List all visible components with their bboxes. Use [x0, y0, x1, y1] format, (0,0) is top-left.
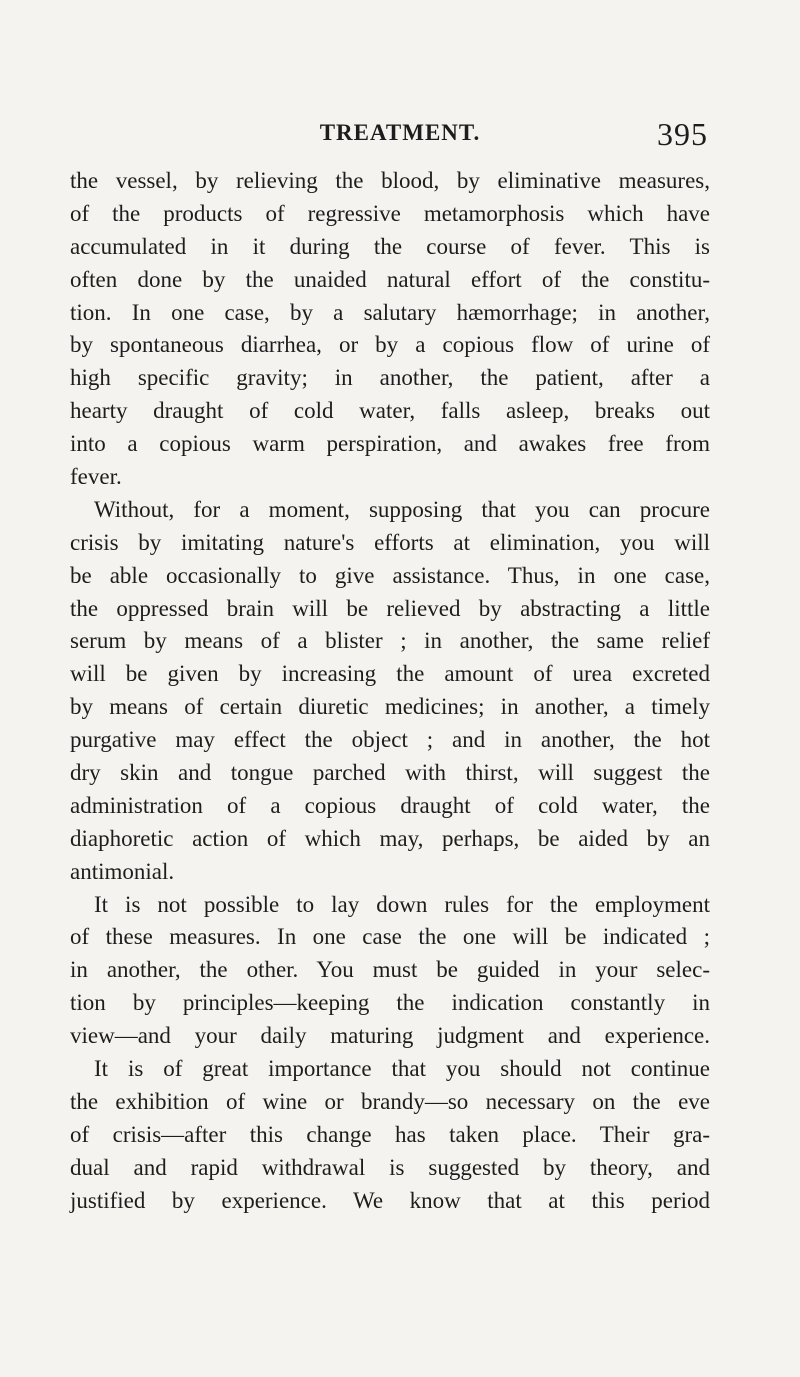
text-line: fever. — [70, 464, 122, 490]
text-line: of the products of regressive metamorphosis which have — [70, 200, 710, 226]
text-line: administration of a copious draught of cold water, the — [70, 792, 710, 818]
text-line: It is of great importance that you should not continue — [94, 1056, 710, 1082]
text-line: justified by experience. We know that at this period — [70, 1187, 710, 1213]
text-line: be able occasionally to give assistance. Thus, in one case, — [70, 562, 710, 588]
text-line: high specific gravity; in another, the patient, after a — [70, 365, 710, 391]
text-line: tion by principles—keeping the indication constantly in — [70, 990, 710, 1016]
text-line: the vessel, by relieving the blood, by eliminative measures, — [70, 168, 710, 193]
text-line: dual and rapid withdrawal is suggested by theory, and — [70, 1154, 710, 1180]
text-line: often done by the unaided natural effort of the constitu- — [70, 266, 710, 292]
text-line: of crisis—after this change has taken place. Their gra- — [70, 1121, 710, 1147]
running-title: TREATMENT. — [319, 120, 481, 145]
page-number: 395 — [657, 116, 708, 152]
text-line: antimonial. — [70, 858, 175, 884]
body-text — [70, 165, 710, 1218]
page-header — [60, 116, 740, 164]
text-line: tion. In one case, by a salutary hæmorrhage; in another, — [70, 299, 710, 325]
text-line: diaphoretic action of which may, perhaps, be aided by an — [70, 825, 710, 851]
text-line: of these measures. In one case the one will be indicated ; — [70, 924, 710, 950]
text-line: hearty draught of cold water, falls asleep, breaks out — [70, 398, 710, 424]
text-line: It is not possible to lay down rules for the employment — [94, 891, 710, 917]
text-line: by spontaneous diarrhea, or by a copious flow of urine of — [70, 332, 710, 358]
text-line: crisis by imitating nature's efforts at elimination, you will — [70, 529, 710, 555]
text-line: purgative may effect the object ; and in another, the hot — [70, 727, 710, 753]
text-line: serum by means of a blister ; in another, the same relief — [70, 628, 710, 654]
text-line: in another, the other. You must be guided in your selec- — [70, 957, 710, 983]
text-line: by means of certain diuretic medicines; in another, a timely — [70, 694, 710, 720]
text-line: the oppressed brain will be relieved by abstracting a little — [70, 595, 710, 621]
text-line: Without, for a moment, supposing that you can procure — [94, 496, 710, 522]
text-line: the exhibition of wine or brandy—so necessary on the eve — [70, 1088, 710, 1114]
text-line: will be given by increasing the amount of urea excreted — [70, 661, 710, 687]
text-line: view—and your daily maturing judgment and experience. — [70, 1023, 710, 1049]
text-line: into a copious warm perspiration, and awakes free from — [70, 431, 710, 457]
text-line: dry skin and tongue parched with thirst, will suggest the — [70, 760, 710, 786]
text-line: accumulated in it during the course of fever. This is — [70, 233, 710, 259]
